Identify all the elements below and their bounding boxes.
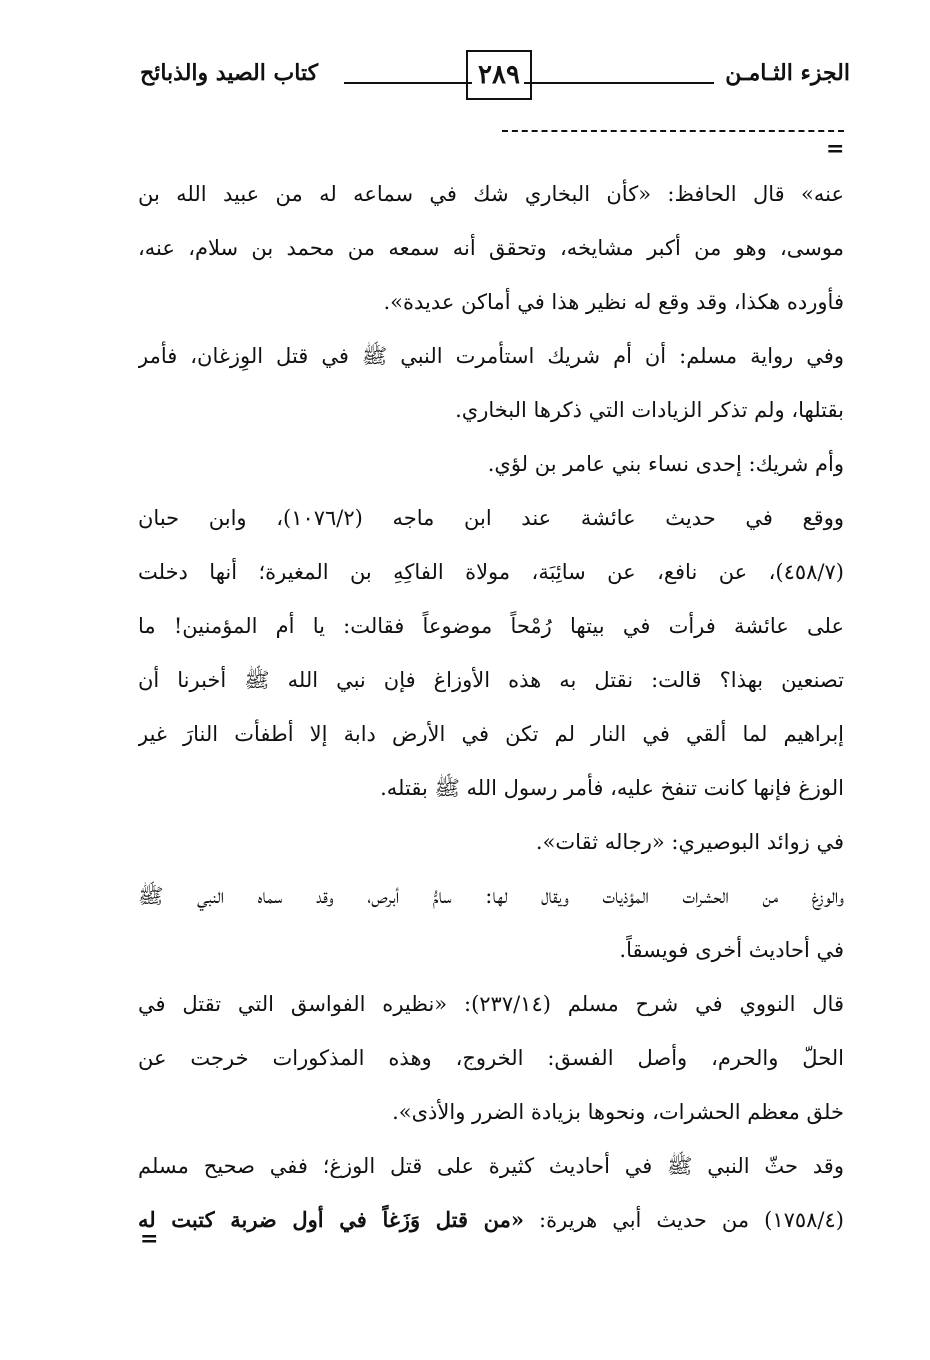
text-line: خلق معظم الحشرات، ونحوها بزيادة الضرر والأذى». xyxy=(392,1100,844,1124)
text-line: فأورده هكذا، وقد وقع له نظير هذا في أماكن عديدة». xyxy=(383,290,844,314)
text-line: وقد حثّ النبي ﷺ في أحاديث كثيرة على قتل الوزغ؛ ففي صحيح مسلم xyxy=(138,1154,844,1178)
text-line: على عائشة فرأت في بيتها رُمْحاً موضوعاً فقالت: يا أم المؤمنين! ما xyxy=(138,614,844,638)
text-line: في زوائد البوصيري: «رجاله ثقات». xyxy=(535,830,844,854)
text-line: بقتلها، ولم تذكر الزيادات التي ذكرها البخاري. xyxy=(455,398,844,422)
text-line: الوزغ فإنها كانت تنفخ عليه، فأمر رسول الله ﷺ بقتله. xyxy=(380,776,844,800)
text-line: إبراهيم لما ألقي في النار لم تكن في الأرض دابة إلا أطفأت النارَ غير xyxy=(138,722,844,746)
hadith-quote: «من قتل وَزَغاً في أول ضربة كتبت له xyxy=(138,1207,525,1232)
text-line: (٤٥٨/٧)، عن نافع، عن سائِبَة، مولاة الفاكِهِ بن المغيرة؛ أنها دخلت xyxy=(138,560,844,584)
book-title: كتاب الصيد والذبائح xyxy=(140,60,319,86)
main-text xyxy=(138,167,844,1247)
header-rule-left xyxy=(344,82,472,84)
text-line: تصنعين بهذا؟ قالت: نقتل به هذه الأوزاغ فإن نبي الله ﷺ أخبرنا أن xyxy=(138,668,844,692)
separator-mark: = xyxy=(826,136,845,162)
text-line: عنه» قال الحافظ: «كأن البخاري شك في سماعه له من عبيد الله بن xyxy=(138,182,844,206)
footnote-separator xyxy=(502,130,844,132)
text-line: في أحاديث أخرى فويسقاً. xyxy=(619,938,844,962)
text-line: موسى، وهو من أكبر مشايخه، وتحقق أنه سمعه من محمد بن سلام، عنه، xyxy=(138,236,844,260)
text-line: الحلّ والحرم، وأصل الفسق: الخروج، وهذه المذكورات خرجت عن xyxy=(138,1046,844,1070)
text-line: قال النووي في شرح مسلم (٢٣٧/١٤): «نظيره الفواسق التي تقتل في xyxy=(138,992,844,1016)
text-line: والوزغ من الحشرات المؤذيات ويقال لها: سامُّ أبرص، وقد سماه النبي ﷺ xyxy=(138,884,844,908)
text-line: ووقع في حديث عائشة عند ابن ماجه (١٠٧٦/٢)، وابن حبان xyxy=(138,506,844,530)
header-rule-right xyxy=(524,82,714,84)
page-number: ٢٨٩ xyxy=(466,50,532,100)
last-text-line xyxy=(138,1193,844,1247)
text-line: وأم شريك: إحدى نساء بني عامر بن لؤي. xyxy=(487,452,844,476)
text-line: وفي رواية مسلم: أن أم شريك استأمرت النبي ﷺ في قتل الوِزغان، فأمر xyxy=(138,344,844,368)
citation-text: (١٧٥٨/٤) من حديث أبي هريرة: xyxy=(524,1208,844,1232)
running-header xyxy=(130,48,850,104)
continuation-mark: = xyxy=(140,1226,159,1252)
volume-label: الجزء الثـامـن xyxy=(725,60,850,86)
